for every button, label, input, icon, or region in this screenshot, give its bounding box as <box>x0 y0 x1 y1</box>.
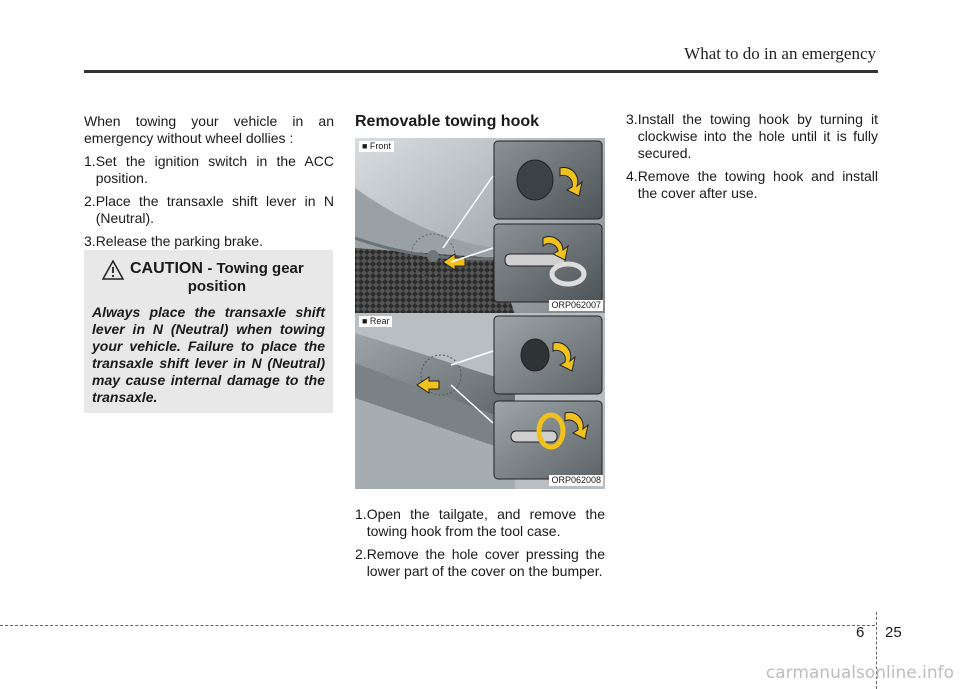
caution-body: Always place the transaxle shift lever in N (Neutral) when towing your vehicle. Failure to place the transaxle shift lever in N (Neutral) may cause internal damage to the transaxle. <box>92 304 325 405</box>
header-rule <box>84 70 878 73</box>
running-header: What to do in an emergency <box>684 44 876 63</box>
step-4 <box>626 168 878 202</box>
watermark: carmanualsonline.info <box>765 663 954 683</box>
step-number: 1. <box>84 153 96 169</box>
step-2 <box>84 193 334 227</box>
caution-heading <box>92 260 325 296</box>
middle-column <box>355 113 605 139</box>
step-number: 2. <box>84 193 96 209</box>
step-text: Open the tailgate, and remove the towing hook from the tool case. <box>366 506 605 539</box>
page-number: 25 <box>885 624 902 641</box>
caution-subtitle-line2: position <box>187 278 247 295</box>
front-bumper-illustration <box>355 138 605 314</box>
front-figure-code: ORP062007 <box>551 300 601 310</box>
left-column <box>84 113 334 256</box>
footer-rule <box>0 625 875 626</box>
step-number: 4. <box>626 168 638 184</box>
step-number: 2. <box>355 546 367 562</box>
rear-hook-figure <box>355 313 605 489</box>
warning-triangle-icon <box>102 260 124 280</box>
step-number: 3. <box>626 111 638 127</box>
front-figure-label: ■ Front <box>359 141 394 152</box>
step-number: 1. <box>355 506 367 522</box>
rear-figure-label: ■ Rear <box>359 316 392 327</box>
step-3 <box>84 233 334 250</box>
caution-subtitle: - Towing gear <box>207 260 304 277</box>
section-number: 6 <box>856 624 865 641</box>
step-text: Install the towing hook by turning it clockwise into the hole until it is fully secured. <box>637 111 878 161</box>
middle-steps <box>355 506 605 586</box>
step-text: Remove the hole cover pressing the lower part of the cover on the bumper. <box>366 546 605 579</box>
caution-label: CAUTION <box>130 260 203 277</box>
step-1 <box>355 506 605 540</box>
caution-box <box>84 250 333 413</box>
step-number: 3. <box>84 233 96 249</box>
step-3 <box>626 111 878 162</box>
step-text: Place the transaxle shift lever in N (Neutral). <box>95 193 334 226</box>
front-hook-figure <box>355 138 605 314</box>
step-2 <box>355 546 605 580</box>
right-column <box>626 111 878 208</box>
step-text: Remove the towing hook and install the cover after use. <box>637 168 878 201</box>
step-text: Release the parking brake. <box>95 233 264 249</box>
step-1 <box>84 153 334 187</box>
rear-bumper-illustration <box>355 313 605 489</box>
rear-figure-code: ORP062008 <box>551 475 601 485</box>
intro-paragraph: When towing your vehicle in an emergency without wheel dollies : <box>84 113 334 146</box>
section-title: Removable towing hook <box>355 113 540 130</box>
step-text: Set the ignition switch in the ACC position. <box>95 153 334 186</box>
